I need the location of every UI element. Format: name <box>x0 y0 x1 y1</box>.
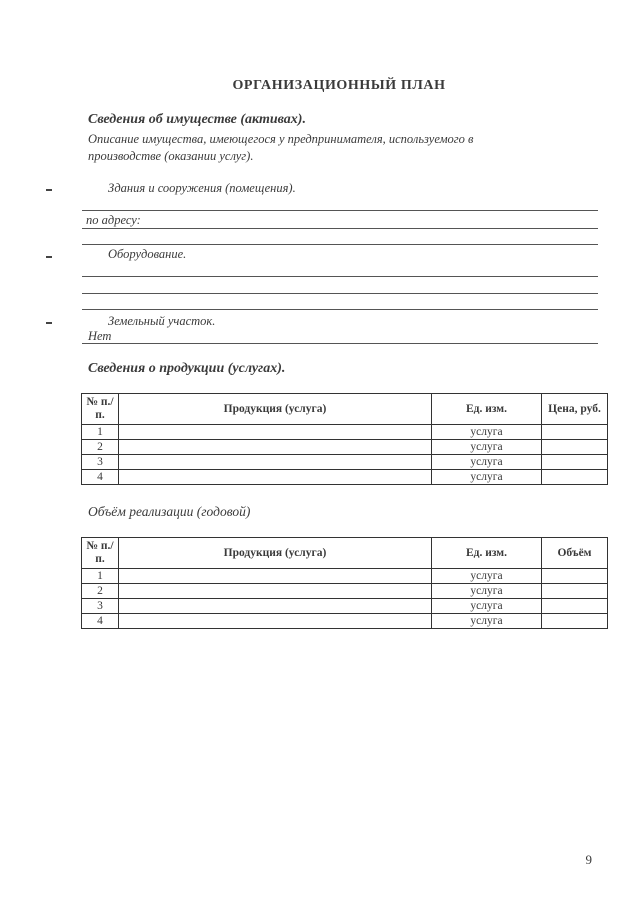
row-unit: услуга <box>432 455 542 470</box>
table-row <box>82 425 608 440</box>
address-label: по адресу: <box>86 213 141 227</box>
row-product[interactable] <box>119 425 432 440</box>
row-product[interactable] <box>119 569 432 584</box>
row-num: 4 <box>82 470 119 485</box>
row-num: 2 <box>82 584 119 599</box>
products-heading: Сведения о продукции (услугах). <box>88 361 286 376</box>
land-value: Нет <box>88 329 112 343</box>
table-row <box>82 569 608 584</box>
fill-line <box>82 309 598 310</box>
fill-line <box>82 210 598 211</box>
table-row <box>82 614 608 629</box>
equipment-label: Оборудование. <box>108 247 187 261</box>
row-product[interactable] <box>119 455 432 470</box>
page-title: ОРГАНИЗАЦИОННЫЙ ПЛАН <box>232 78 446 93</box>
row-num: 3 <box>82 455 119 470</box>
row-product[interactable] <box>119 470 432 485</box>
row-product[interactable] <box>119 584 432 599</box>
col-unit-header: Ед. изм. <box>432 538 542 569</box>
col-product-header: Продукция (услуга) <box>119 538 432 569</box>
table-row <box>82 455 608 470</box>
row-unit: услуга <box>432 614 542 629</box>
page-number: 9 <box>585 852 592 867</box>
row-price[interactable] <box>542 425 608 440</box>
row-num: 1 <box>82 425 119 440</box>
col-product-header: Продукция (услуга) <box>119 394 432 425</box>
row-volume[interactable] <box>542 569 608 584</box>
row-product[interactable] <box>119 599 432 614</box>
fill-line <box>82 228 598 229</box>
row-volume[interactable] <box>542 614 608 629</box>
col-unit-header: Ед. изм. <box>432 394 542 425</box>
row-unit: услуга <box>432 584 542 599</box>
table-header-row <box>82 394 608 425</box>
bullet-dash <box>46 256 52 258</box>
sales-volume-heading <box>88 504 250 520</box>
table-header-row <box>82 538 608 569</box>
row-price[interactable] <box>542 455 608 470</box>
row-price[interactable] <box>542 470 608 485</box>
row-unit: услуга <box>432 440 542 455</box>
col-num-header: № п./п. <box>82 394 119 425</box>
row-unit: услуга <box>432 470 542 485</box>
col-num-header: № п./п. <box>82 538 119 569</box>
fill-line <box>82 343 598 344</box>
fill-line <box>82 293 598 294</box>
row-unit: услуга <box>432 569 542 584</box>
fill-line <box>82 244 598 245</box>
buildings-label: Здания и сооружения (помещения). <box>108 181 296 195</box>
col-price-header: Цена, руб. <box>542 394 608 425</box>
sales-volume-table <box>81 537 608 629</box>
row-product[interactable] <box>119 614 432 629</box>
table-row <box>82 584 608 599</box>
row-volume[interactable] <box>542 599 608 614</box>
row-num: 4 <box>82 614 119 629</box>
land-label: Земельный участок. <box>108 314 216 328</box>
row-product[interactable] <box>119 440 432 455</box>
row-unit: услуга <box>432 425 542 440</box>
table-row <box>82 440 608 455</box>
row-num: 2 <box>82 440 119 455</box>
bullet-dash <box>46 189 52 191</box>
row-volume[interactable] <box>542 584 608 599</box>
property-description: Описание имущества, имеющегося у предпринимателя, используемого в производстве (оказании услуг). <box>88 132 474 163</box>
row-price[interactable] <box>542 440 608 455</box>
fill-line <box>82 276 598 277</box>
row-num: 3 <box>82 599 119 614</box>
row-unit: услуга <box>432 599 542 614</box>
sales-volume-heading-text: Объём реализации (годовой) <box>88 504 251 519</box>
products-table <box>81 393 608 485</box>
property-heading: Сведения об имуществе (активах). <box>88 112 306 127</box>
row-num: 1 <box>82 569 119 584</box>
table-row <box>82 599 608 614</box>
table-row <box>82 470 608 485</box>
col-volume-header: Объём <box>542 538 608 569</box>
bullet-dash <box>46 322 52 324</box>
